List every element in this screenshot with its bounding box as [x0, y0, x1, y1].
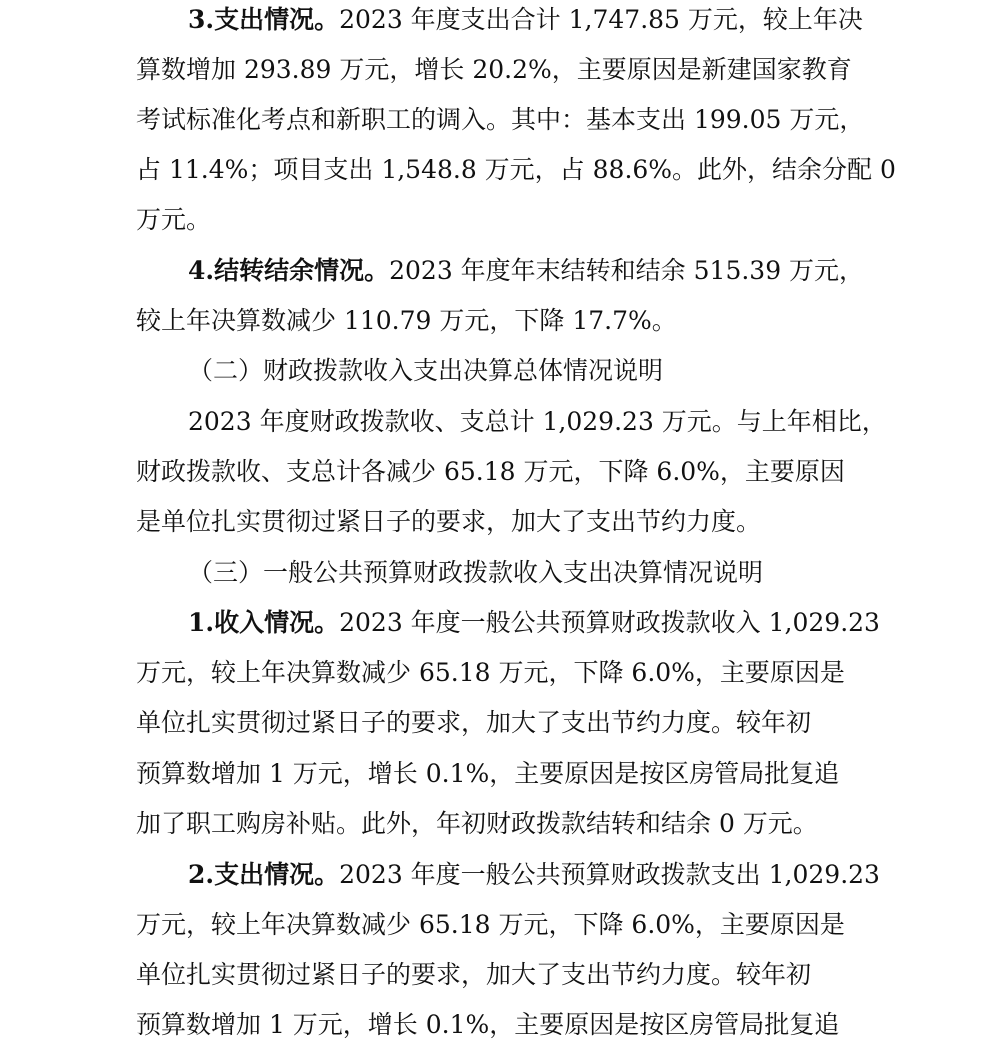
- text-run: 万元。: [136, 205, 212, 234]
- text-line: [136, 704, 811, 742]
- text-run: 加了职工购房补贴。此外，年初财政拨款结转和结余 0 万元。: [136, 809, 818, 838]
- section-heading-expenditure-2: 2.支出情况。: [188, 860, 340, 889]
- text-run: 万元，较上年决算数减少 65.18 万元，下降 6.0%，主要原因是: [136, 658, 845, 687]
- text-run: 2023 年度一般公共预算财政拨款支出 1,029.23: [339, 860, 880, 889]
- text-line: [188, 604, 880, 642]
- subsection-heading: [188, 554, 763, 592]
- text-line: [136, 654, 845, 692]
- section-heading-expenditure: 3.支出情况。: [188, 5, 340, 34]
- text-line: [136, 101, 864, 139]
- text-run: 预算数增加 1 万元，增长 0.1%，主要原因是按区房管局批复追: [136, 759, 840, 788]
- text-line: [136, 51, 852, 89]
- section-heading-carryover: 4.结转结余情况。: [188, 256, 390, 285]
- text-run: 单位扎实贯彻过紧日子的要求，加大了支出节约力度。较年初: [136, 960, 812, 989]
- text-line: [136, 201, 211, 239]
- text-line: [188, 1, 863, 39]
- text-line: [136, 453, 845, 491]
- text-line: [136, 302, 677, 340]
- text-run: 预算数增加 1 万元，增长 0.1%，主要原因是按区房管局批复追: [136, 1010, 840, 1039]
- section-heading-income: 1.收入情况。: [188, 608, 340, 637]
- text-line: [136, 755, 839, 793]
- text-line: [136, 906, 845, 944]
- text-run: 财政拨款收、支总计各减少 65.18 万元，下降 6.0%，主要原因: [136, 457, 845, 486]
- text-line: [188, 856, 880, 894]
- text-run: 是单位扎实贯彻过紧日子的要求，加大了支出节约力度。: [136, 507, 762, 536]
- text-run: 2023 年度财政拨款收、支总计 1,029.23 万元。与上年相比，: [188, 407, 887, 436]
- text-run: 2023 年度年末结转和结余 515.39 万元，: [389, 256, 865, 285]
- text-line: [188, 403, 887, 441]
- text-run: （二）财政拨款收入支出决算总体情况说明: [188, 356, 664, 385]
- text-run: 2023 年度一般公共预算财政拨款收入 1,029.23: [339, 608, 880, 637]
- text-line: [188, 252, 864, 290]
- text-run: 算数增加 293.89 万元，增长 20.2%，主要原因是新建国家教育: [136, 55, 852, 84]
- text-line: [136, 805, 818, 843]
- text-run: 万元，较上年决算数减少 65.18 万元，下降 6.0%，主要原因是: [136, 910, 845, 939]
- text-line: [136, 956, 811, 994]
- text-run: 较上年决算数减少 110.79 万元，下降 17.7%。: [136, 306, 677, 335]
- subsection-heading: [188, 352, 663, 390]
- text-line: [136, 151, 896, 189]
- text-run: 单位扎实贯彻过紧日子的要求，加大了支出节约力度。较年初: [136, 708, 812, 737]
- text-line: [136, 1006, 839, 1044]
- text-run: 占 11.4%；项目支出 1,548.8 万元，占 88.6%。此外，结余分配 0: [136, 155, 896, 184]
- text-run: 考试标准化考点和新职工的调入。其中：基本支出 199.05 万元，: [136, 105, 865, 134]
- text-run: 2023 年度支出合计 1,747.85 万元，较上年决: [339, 5, 863, 34]
- text-line: [136, 503, 761, 541]
- text-run: （三）一般公共预算财政拨款收入支出决算情况说明: [188, 558, 764, 587]
